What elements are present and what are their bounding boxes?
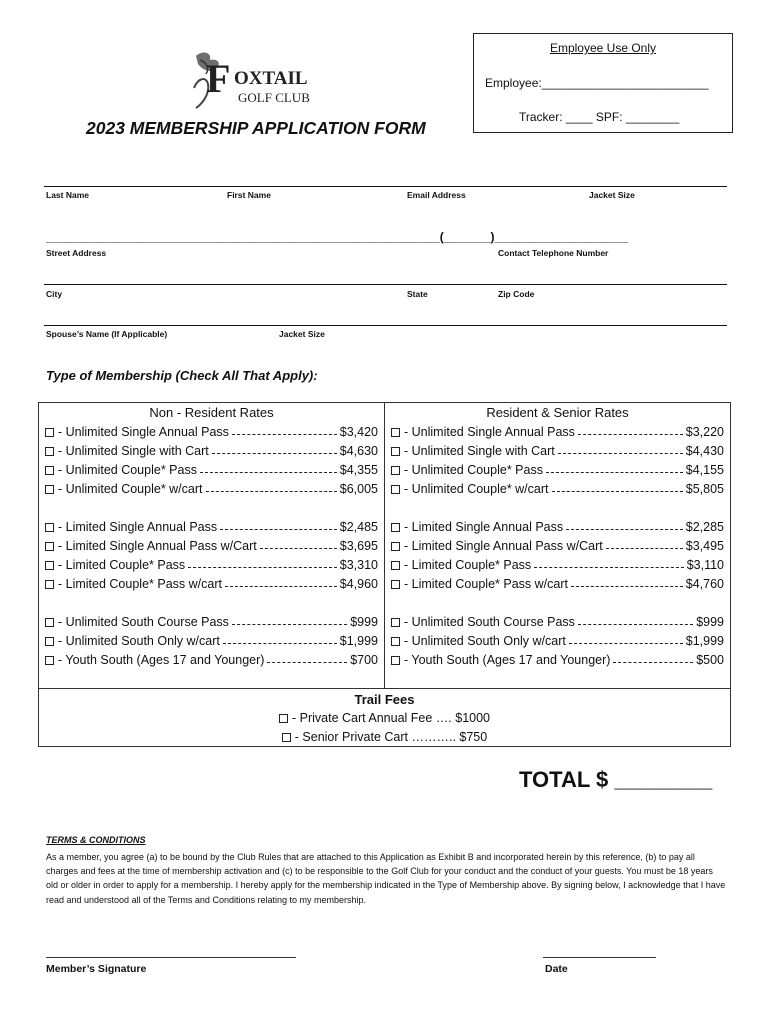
rate-option[interactable]: - Youth South (Ages 17 and Younger) $700 [45,653,378,667]
rate-option[interactable]: - Unlimited Single Annual Pass $3,420 [45,425,378,439]
checkbox[interactable] [45,485,54,494]
rate-option[interactable]: - Limited Single Annual Pass $2,485 [45,520,378,534]
checkbox[interactable] [45,618,54,627]
checkbox[interactable] [391,580,400,589]
street-phone-blank[interactable]: ___________________________________________________________(_______)____________________ [46,230,628,244]
rate-option[interactable]: - Unlimited South Only w/cart $1,999 [45,634,378,648]
rate-option[interactable]: - Unlimited South Only w/cart $1,999 [391,634,724,648]
rate-option[interactable]: - Unlimited Single Annual Pass $3,220 [391,425,724,439]
checkbox[interactable] [45,656,54,665]
member-signature-label: Member’s Signature [46,963,147,975]
foxtail-logo [188,48,328,116]
rate-option[interactable]: - Limited Couple* Pass w/cart $4,760 [391,577,724,591]
membership-type-title: Type of Membership (Check All That Apply): [46,368,318,383]
city-label: City [46,289,63,299]
rate-option[interactable]: - Unlimited Couple* w/cart $5,805 [391,482,724,496]
rate-option[interactable]: - Unlimited Couple* w/cart $6,005 [45,482,378,496]
trail-divider [39,688,730,689]
checkbox[interactable] [45,466,54,475]
spouse-name-label: Spouse’s Name (If Applicable) [46,329,168,339]
terms-body: As a member, you agree (a) to be bound by the Club Rules that are attached to this Application as Exhibit B and incorporated herein by this reference, (b) to pay all charges and fees at the time of membership activation and (c) to be responsible to the Golf Club for your conduct and the conduct of your guests. You must be 18 years old or older in order to apply for a membership. I hereby apply for the membership indicated in the Type of Membership above. By signing below, I acknowledge that I have read and understood all of the Terms and Conditions relating to my membership. [46,852,726,905]
checkbox[interactable] [391,618,400,627]
non-resident-header: Non - Resident Rates [149,405,274,420]
field-rule [44,325,727,326]
resident-header: Resident & Senior Rates [486,405,629,420]
checkbox[interactable] [391,466,400,475]
state-label: State [407,289,428,299]
column-divider [384,403,385,688]
checkbox[interactable] [391,523,400,532]
checkbox[interactable] [45,637,54,646]
date-label: Date [545,963,568,975]
rate-option[interactable]: - Unlimited Couple* Pass $4,155 [391,463,724,477]
trail-option[interactable]: - Private Cart Annual Fee …. $1000 [39,711,730,725]
form-title: 2023 MEMBERSHIP APPLICATION FORM [86,118,426,138]
jacket-size-label: Jacket Size [589,190,635,200]
phone-label: Contact Telephone Number [498,248,609,258]
checkbox[interactable] [391,637,400,646]
street-address-label: Street Address [46,248,107,258]
checkbox[interactable] [45,542,54,551]
signature-line[interactable] [46,957,296,958]
rate-option[interactable]: - Limited Single Annual Pass w/Cart $3,495 [391,539,724,553]
rate-option[interactable]: - Limited Couple* Pass $3,110 [391,558,724,572]
rate-option[interactable]: - Unlimited Single with Cart $4,630 [45,444,378,458]
rate-option[interactable]: - Unlimited Single with Cart $4,430 [391,444,724,458]
checkbox[interactable] [45,428,54,437]
checkbox[interactable] [282,733,291,742]
rate-option[interactable]: - Unlimited Couple* Pass $4,355 [45,463,378,477]
date-line[interactable] [543,957,656,958]
checkbox[interactable] [391,485,400,494]
first-name-label: First Name [227,190,271,200]
logo-sub: GOLF CLUB [238,90,310,105]
field-rule [44,186,727,187]
zip-label: Zip Code [498,289,535,299]
rate-option[interactable]: - Unlimited South Course Pass $999 [45,615,378,629]
checkbox[interactable] [391,542,400,551]
checkbox[interactable] [391,428,400,437]
rate-option[interactable]: - Youth South (Ages 17 and Younger) $500 [391,653,724,667]
total-field[interactable]: TOTAL $ ________ [519,767,713,792]
logo-initial: F [206,56,231,101]
spouse-jacket-label: Jacket Size [279,329,325,339]
checkbox[interactable] [391,561,400,570]
email-label: Email Address [407,190,466,200]
rate-option[interactable]: - Limited Couple* Pass $3,310 [45,558,378,572]
checkbox[interactable] [391,656,400,665]
checkbox[interactable] [45,523,54,532]
checkbox[interactable] [391,447,400,456]
rate-option[interactable]: - Limited Couple* Pass w/cart $4,960 [45,577,378,591]
checkbox[interactable] [45,561,54,570]
checkbox[interactable] [45,447,54,456]
employee-use-title: Employee Use Only [549,41,657,55]
field-rule [44,284,727,285]
fox-tail-logo-icon [188,48,328,116]
rate-option[interactable]: - Unlimited South Course Pass $999 [391,615,724,629]
employee-use-box [473,33,733,133]
terms-title: TERMS & CONDITIONS [46,835,146,845]
rate-option[interactable]: - Limited Single Annual Pass $2,285 [391,520,724,534]
checkbox[interactable] [279,714,288,723]
rates-table [38,402,731,747]
trail-option[interactable]: - Senior Private Cart ……….. $750 [39,730,730,744]
checkbox[interactable] [45,580,54,589]
rate-option[interactable]: - Limited Single Annual Pass w/Cart $3,695 [45,539,378,553]
trail-fees-header: Trail Fees [354,692,415,707]
employee-field[interactable]: Employee:_________________________ [485,76,709,90]
logo-main: OXTAIL [234,68,308,89]
tracker-spf-field[interactable]: Tracker: ____ SPF: ________ [519,110,680,124]
last-name-label: Last Name [46,190,89,200]
